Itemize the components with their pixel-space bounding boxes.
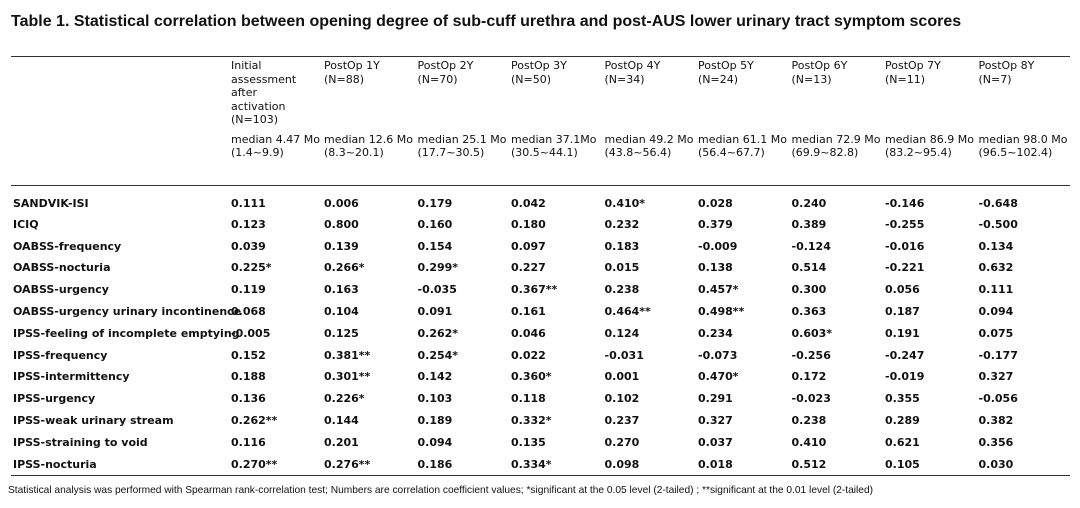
row-label: OABSS-nocturia bbox=[13, 261, 111, 275]
table-cell: 0.234 bbox=[698, 326, 733, 340]
row-label: OABSS-urgency urinary incontinence bbox=[13, 305, 242, 319]
table-body bbox=[11, 185, 1070, 476]
row-label: SANDVIK-ISI bbox=[13, 197, 89, 210]
row-label: IPSS-nocturia bbox=[13, 457, 97, 471]
median-range: (1.4~9.9) bbox=[231, 146, 284, 159]
table-cell: 0.075 bbox=[978, 326, 1014, 340]
table-cell: 0.154 bbox=[417, 239, 453, 253]
table-cell: -0.016 bbox=[885, 239, 925, 253]
table-cell: 0.232 bbox=[604, 217, 640, 231]
empty-corner-cell bbox=[11, 127, 229, 186]
column-label-row bbox=[11, 57, 1070, 127]
table-cell: 0.102 bbox=[604, 392, 640, 406]
table-cell: 0.470* bbox=[698, 370, 739, 384]
table-cell: 0.227 bbox=[511, 261, 546, 275]
median-value: median 72.9 Mo bbox=[791, 132, 881, 146]
table-cell: -0.056 bbox=[978, 392, 1018, 406]
table-cell: 0.136 bbox=[231, 392, 266, 406]
table-cell: 0.240 bbox=[791, 197, 827, 210]
table-cell: 0.291 bbox=[698, 392, 733, 406]
table-cell: 0.022 bbox=[511, 348, 546, 362]
table-cell: 0.018 bbox=[698, 457, 733, 471]
column-header: PostOp 6Y (N=13) bbox=[791, 59, 848, 86]
median-value: median 12.6 Mo bbox=[324, 132, 413, 146]
column-median bbox=[416, 127, 510, 186]
table-cell: 0.266* bbox=[324, 261, 365, 275]
column-header: PostOp 2Y (N=70) bbox=[417, 59, 474, 86]
table-cell: 0.138 bbox=[698, 261, 733, 275]
table-cell: 0.183 bbox=[604, 239, 640, 253]
table-row bbox=[11, 235, 1070, 257]
table-cell: 0.276** bbox=[324, 457, 371, 471]
column-header: PostOp 8Y (N=7) bbox=[978, 59, 1035, 86]
table-cell: 0.289 bbox=[885, 414, 920, 428]
table-cell: 0.332* bbox=[511, 414, 552, 428]
median-value: median 61.1 Mo bbox=[698, 132, 787, 146]
row-label: IPSS-urgency bbox=[13, 392, 96, 406]
table-cell: 0.355 bbox=[885, 392, 920, 406]
table-cell: 0.389 bbox=[791, 217, 827, 231]
table-cell: 0.360* bbox=[511, 370, 552, 384]
table-cell: 0.334* bbox=[511, 457, 552, 471]
median-range: (8.3~20.1) bbox=[324, 146, 384, 159]
median-range: (69.9~82.8) bbox=[791, 146, 859, 159]
table-row bbox=[11, 301, 1070, 323]
table-cell: 0.103 bbox=[417, 392, 453, 406]
table-cell: 0.098 bbox=[604, 457, 640, 471]
table-cell: 0.299* bbox=[417, 261, 459, 275]
table-cell: -0.005 bbox=[231, 326, 271, 340]
table-cell: 0.037 bbox=[698, 435, 733, 449]
table-cell: 0.367** bbox=[511, 283, 558, 297]
table-cell: -0.023 bbox=[791, 392, 831, 406]
column-median bbox=[883, 127, 977, 186]
column-median bbox=[509, 127, 603, 186]
table-cell: 0.410* bbox=[604, 197, 646, 210]
table-cell: 0.163 bbox=[324, 283, 359, 297]
table-row bbox=[11, 431, 1070, 453]
median-row bbox=[11, 127, 1070, 186]
median-value: median 25.1 Mo bbox=[417, 132, 507, 146]
table-row bbox=[11, 410, 1070, 432]
table-row bbox=[11, 366, 1070, 388]
table-cell: 0.270** bbox=[231, 457, 278, 471]
table-cell: 0.301** bbox=[324, 370, 371, 384]
table-cell: 0.006 bbox=[324, 197, 359, 210]
median-value: median 98.0 Mo bbox=[978, 132, 1068, 146]
table-cell: 0.116 bbox=[231, 435, 266, 449]
table-cell: -0.256 bbox=[791, 348, 831, 362]
table-cell: 0.186 bbox=[417, 457, 453, 471]
table-row bbox=[11, 185, 1070, 214]
empty-corner-cell bbox=[11, 57, 229, 127]
table-cell: 0.238 bbox=[791, 414, 827, 428]
table-cell: 0.179 bbox=[417, 197, 453, 210]
row-label: IPSS-weak urinary stream bbox=[13, 414, 174, 428]
table-cell: 0.161 bbox=[511, 305, 546, 319]
table-cell: 0.188 bbox=[231, 370, 266, 384]
table-cell: 0.381** bbox=[324, 348, 371, 362]
table-cell: 0.603* bbox=[791, 326, 833, 340]
table-cell: 0.270 bbox=[604, 435, 640, 449]
table-cell: -0.500 bbox=[978, 217, 1018, 231]
table-row bbox=[11, 344, 1070, 366]
table-cell: 0.464** bbox=[604, 305, 651, 319]
table-cell: 0.094 bbox=[978, 305, 1014, 319]
table-cell: 0.498** bbox=[698, 305, 745, 319]
median-range: (43.8~56.4) bbox=[604, 146, 672, 159]
column-median bbox=[322, 127, 416, 186]
table-cell: 0.410 bbox=[791, 435, 827, 449]
table-cell: 0.105 bbox=[885, 457, 920, 471]
row-label: OABSS-frequency bbox=[13, 239, 122, 253]
table-cell: 0.254* bbox=[417, 348, 459, 362]
table-row bbox=[11, 453, 1070, 475]
table-cell: 0.379 bbox=[698, 217, 733, 231]
row-label: IPSS-feeling of incomplete emptying bbox=[13, 326, 240, 340]
column-median bbox=[229, 127, 322, 186]
table-cell: 0.152 bbox=[231, 348, 266, 362]
column-median bbox=[696, 127, 790, 186]
table-cell: 0.144 bbox=[324, 414, 359, 428]
table-title: Table 1. Statistical correlation between opening degree of sub-cuff urethra and post-AUS lower urinary tract symptom scores bbox=[11, 13, 962, 30]
table-cell: 0.172 bbox=[791, 370, 827, 384]
table-cell: 0.094 bbox=[417, 435, 453, 449]
median-range: (56.4~67.7) bbox=[698, 146, 765, 159]
table-cell: 0.015 bbox=[604, 261, 640, 275]
table-cell: 0.123 bbox=[231, 217, 266, 231]
table-cell: 0.800 bbox=[324, 217, 359, 231]
table-cell: 0.139 bbox=[324, 239, 359, 253]
table-cell: 0.262* bbox=[417, 326, 459, 340]
table-cell: 0.030 bbox=[978, 457, 1014, 471]
column-median bbox=[790, 127, 884, 186]
column-header: Initial assessment after activation (N=103) bbox=[231, 59, 297, 126]
table-cell: 0.001 bbox=[604, 370, 640, 384]
table-row bbox=[11, 257, 1070, 279]
table-row bbox=[11, 214, 1070, 236]
correlation-table bbox=[11, 56, 1070, 476]
table-cell: 0.068 bbox=[231, 305, 266, 319]
median-value: median 37.1Mo bbox=[511, 132, 597, 146]
table-cell: 0.135 bbox=[511, 435, 546, 449]
row-label: IPSS-frequency bbox=[13, 348, 108, 362]
table-cell: 0.104 bbox=[324, 305, 359, 319]
median-value: median 86.9 Mo bbox=[885, 132, 974, 146]
table-cell: 0.300 bbox=[791, 283, 827, 297]
table-cell: 0.191 bbox=[885, 326, 920, 340]
table-cell: 0.056 bbox=[885, 283, 920, 297]
footnote: Statistical analysis was performed with Spearman rank-correlation test; Numbers are correlation coefficient values; *significant at the 0.05 level (2-tailed) ; **significant at the 0.01 level (2-tailed) bbox=[8, 485, 874, 496]
table-cell: 0.238 bbox=[604, 283, 640, 297]
median-value: median 49.2 Mo bbox=[604, 132, 694, 146]
row-label: IPSS-straining to void bbox=[13, 435, 148, 449]
table-cell: 0.124 bbox=[604, 326, 640, 340]
table-cell: 0.111 bbox=[978, 283, 1014, 297]
table-cell: 0.125 bbox=[324, 326, 359, 340]
table-cell: 0.046 bbox=[511, 326, 546, 340]
table-cell: 0.262** bbox=[231, 414, 278, 428]
table-cell: -0.146 bbox=[885, 197, 925, 210]
table-row bbox=[11, 279, 1070, 301]
table-cell: -0.019 bbox=[885, 370, 925, 384]
table-cell: 0.189 bbox=[417, 414, 453, 428]
table-cell: 0.512 bbox=[791, 457, 827, 471]
table-cell: 0.327 bbox=[698, 414, 733, 428]
median-range: (96.5~102.4) bbox=[978, 146, 1053, 159]
table-cell: 0.621 bbox=[885, 435, 920, 449]
column-header: PostOp 7Y (N=11) bbox=[885, 59, 941, 86]
median-range: (17.7~30.5) bbox=[417, 146, 485, 159]
table-cell: 0.180 bbox=[511, 217, 546, 231]
table-row bbox=[11, 388, 1070, 410]
table-cell: -0.073 bbox=[698, 348, 738, 362]
table-cell: 0.111 bbox=[231, 197, 266, 210]
table-cell: -0.031 bbox=[604, 348, 644, 362]
column-header: PostOp 1Y (N=88) bbox=[324, 59, 380, 86]
table-cell: 0.091 bbox=[417, 305, 453, 319]
table-cell: 0.160 bbox=[417, 217, 453, 231]
table-cell: 0.514 bbox=[791, 261, 827, 275]
table-row bbox=[11, 322, 1070, 344]
column-header: PostOp 4Y (N=34) bbox=[604, 59, 661, 86]
column-header: PostOp 3Y (N=50) bbox=[511, 59, 567, 86]
table-cell: -0.124 bbox=[791, 239, 831, 253]
table-cell: 0.632 bbox=[978, 261, 1014, 275]
column-median bbox=[977, 127, 1071, 186]
table-cell: 0.225* bbox=[231, 261, 272, 275]
table-cell: -0.648 bbox=[978, 197, 1018, 210]
column-header: PostOp 5Y (N=24) bbox=[698, 59, 754, 86]
table-header bbox=[11, 57, 1070, 186]
table-cell: 0.187 bbox=[885, 305, 920, 319]
median-range: (30.5~44.1) bbox=[511, 146, 578, 159]
median-value: median 4.47 Mo bbox=[231, 132, 320, 146]
column-median bbox=[603, 127, 697, 186]
table-cell: 0.118 bbox=[511, 392, 546, 406]
table-cell: -0.009 bbox=[698, 239, 738, 253]
table-cell: 0.382 bbox=[978, 414, 1014, 428]
table-cell: -0.247 bbox=[885, 348, 925, 362]
table-cell: 0.028 bbox=[698, 197, 733, 210]
table-cell: 0.201 bbox=[324, 435, 359, 449]
table-cell: 0.097 bbox=[511, 239, 546, 253]
table-cell: 0.039 bbox=[231, 239, 266, 253]
row-label: OABSS-urgency bbox=[13, 283, 109, 297]
table-cell: -0.177 bbox=[978, 348, 1018, 362]
table-cell: 0.119 bbox=[231, 283, 266, 297]
table-cell: 0.237 bbox=[604, 414, 640, 428]
row-label: ICIQ bbox=[13, 217, 39, 231]
table-cell: 0.134 bbox=[978, 239, 1014, 253]
table-cell: -0.221 bbox=[885, 261, 925, 275]
table-cell: 0.363 bbox=[791, 305, 827, 319]
table-cell: 0.457* bbox=[698, 283, 739, 297]
table-cell: 0.327 bbox=[978, 370, 1014, 384]
table-cell: -0.035 bbox=[417, 283, 457, 297]
row-label: IPSS-intermittency bbox=[13, 370, 130, 384]
table-cell: 0.226* bbox=[324, 392, 365, 406]
table-cell: -0.255 bbox=[885, 217, 925, 231]
table-cell: 0.042 bbox=[511, 197, 546, 210]
table-cell: 0.142 bbox=[417, 370, 453, 384]
table-cell: 0.356 bbox=[978, 435, 1014, 449]
median-range: (83.2~95.4) bbox=[885, 146, 952, 159]
